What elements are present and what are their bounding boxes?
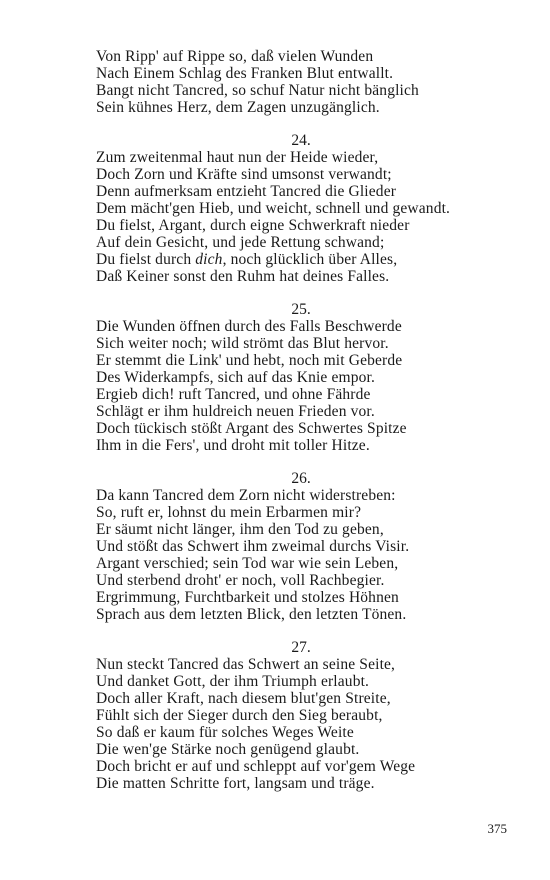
verse-line: Und danket Gott, der ihm Triumph erlaubt. [96, 673, 370, 690]
verse-line: Doch aller Kraft, nach diesem blut'gen Streite, [96, 690, 391, 707]
page-number: 375 [487, 821, 507, 836]
verse-line: Fühlt sich der Sieger durch den Sieg beraubt, [96, 707, 383, 724]
verse-line: Da kann Tancred dem Zorn nicht widerstreben: [96, 487, 396, 504]
verse-line: Dem mächt'gen Hieb, und weicht, schnell und gewandt. [96, 200, 451, 217]
verse-line: Doch tückisch stößt Argant des Schwertes Spitze [96, 420, 407, 437]
verse-line: Auf dein Gesicht, und jede Rettung schwand; [96, 234, 385, 251]
emphasis: dich [195, 251, 223, 268]
verse-line: Von Ripp' auf Rippe so, daß vielen Wunden [96, 48, 374, 65]
stanza [96, 132, 496, 285]
verse-line: Nach Einem Schlag des Franken Blut entwallt. [96, 65, 394, 82]
stanza-number: 26. [291, 470, 311, 487]
stanza-number: 24. [291, 132, 311, 149]
verse-line: Nun steckt Tancred das Schwert an seine Seite, [96, 656, 396, 673]
verse-line: So, ruft er, lohnst du mein Erbarmen mir? [96, 504, 362, 521]
verse-line: Sein kühnes Herz, dem Zagen unzugänglich. [96, 99, 380, 116]
verse-line: Des Widerkampfs, sich auf das Knie empor. [96, 369, 376, 386]
stanza [96, 470, 496, 623]
stanza [96, 48, 496, 116]
verse-line: Du fielst durch dich, noch glücklich über Alles, [96, 251, 398, 268]
verse-line: Zum zweitenmal haut nun der Heide wieder, [96, 149, 379, 166]
poem-body [96, 48, 496, 792]
verse-line: Sich weiter noch; wild strömt das Blut hervor. [96, 335, 389, 352]
verse-line: Ihm in die Fers', und droht mit toller Hitze. [96, 437, 370, 454]
verse-line: Bangt nicht Tancred, so schuf Natur nicht bänglich [96, 82, 419, 99]
verse-line: So daß er kaum für solches Weges Weite [96, 724, 354, 741]
stanza [96, 639, 496, 792]
verse-line: Ergieb dich! ruft Tancred, und ohne Fährde [96, 386, 371, 403]
verse-line: Er stemmt die Link' und hebt, noch mit Geberde [96, 352, 403, 369]
verse-line: Die matten Schritte fort, langsam und träge. [96, 775, 375, 792]
stanza-number: 27. [291, 639, 311, 656]
verse-line: Und sterbend droht' er noch, voll Rachbegier. [96, 572, 385, 589]
verse-line: Schlägt er ihm huldreich neuen Frieden vor. [96, 403, 375, 420]
verse-line: Die wen'ge Stärke noch genügend glaubt. [96, 741, 360, 758]
verse-line: Und stößt das Schwert ihm zweimal durchs Visir. [96, 538, 410, 555]
verse-line: Er säumt nicht länger, ihm den Tod zu geben, [96, 521, 384, 538]
verse-line: Daß Keiner sonst den Ruhm hat deines Falles. [96, 268, 390, 285]
verse-line: Sprach aus dem letzten Blick, den letzten Tönen. [96, 606, 407, 623]
verse-line: Argant verschied; sein Tod war wie sein Leben, [96, 555, 399, 572]
verse-line: Denn aufmerksam entzieht Tancred die Glieder [96, 183, 397, 200]
verse-line: Ergrimmung, Furchtbarkeit und stolzes Höhnen [96, 589, 399, 606]
verse-line: Doch bricht er auf und schleppt auf vor'gem Wege [96, 758, 416, 775]
stanza [96, 301, 496, 454]
verse-line: Du fielst, Argant, durch eigne Schwerkraft nieder [96, 217, 410, 234]
stanza-number: 25. [291, 301, 311, 318]
verse-line: Die Wunden öffnen durch des Falls Beschwerde [96, 318, 402, 335]
verse-line: Doch Zorn und Kräfte sind umsonst verwandt; [96, 166, 392, 183]
